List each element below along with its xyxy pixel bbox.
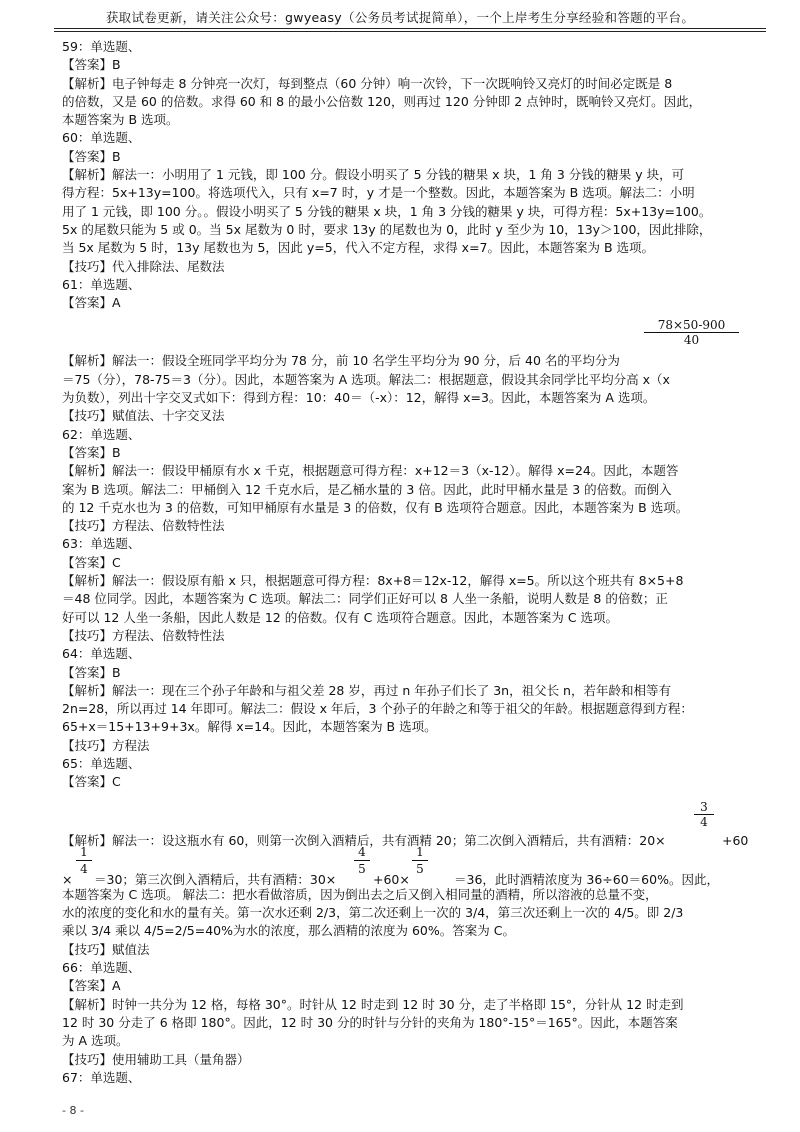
text-line: 63：单选题、: [62, 536, 141, 552]
text-line: 【解析】解法一：小明用了 1 元钱，即 100 分。假设小明买了 5 分钱的糖果 x 块，1 角 3 分钱的糖果 y 块，可: [62, 167, 685, 183]
fraction-denominator: 40: [683, 333, 700, 348]
q65-analysis-start: 【解析】解法一：设这瓶水有 60，则第一次倒入酒精后，共有酒精 20；第二次倒入酒精后，共有酒精：20×: [62, 832, 666, 848]
text-line: 当 5x 尾数为 5 时，13y 尾数也为 5，因此 y=5，代入不定方程，求得 x=7。因此，本题答案为 B 选项。: [62, 240, 655, 256]
text-line: 【技巧】代入排除法、尾数法: [62, 258, 225, 274]
text-line: 【答案】A: [62, 978, 121, 994]
text-line: 案为 B 选项。解法二：甲桶倒入 12 千克水后，是乙桶水量的 3 倍。因此，此时甲桶水量是 3 的倍数。而倒入: [62, 481, 672, 497]
fraction-numerator: 1: [80, 844, 88, 859]
text-line: ＝48 位同学。因此，本题答案为 C 选项。解法二：同学们正好可以 8 人坐一条船，说明人数是 8 的倍数；正: [62, 591, 668, 607]
text-line: 12 时 30 分走了 6 格即 180°。因此，12 时 30 分的时针与分针的夹角为 180°-15°＝165°。因此，本题答案: [62, 1014, 678, 1030]
text-line: 【解析】解法一：假设甲桶原有水 x 千克，根据题意可得方程：x+12＝3（x-12）。解得 x=24。因此，本题答: [62, 463, 679, 479]
text-line: 用了 1 元钱，即 100 分。。假设小明买了 5 分钱的糖果 x 块，1 角 3 分钱的糖果 y 块，可得方程：5x+13y=100。: [62, 203, 712, 219]
text-line: 5x 的尾数只能为 5 或 0。当 5x 尾数为 0 时，要求 13y 的尾数也为 0，此时 y 至少为 10，13y＞100，因此排除，: [62, 221, 712, 237]
q65-step-text-2: +60×: [373, 871, 410, 887]
text-line: 本题答案为 C 选项。 解法二：把水看做溶质，因为倒出去之后又倒入相同量的酒精，所以溶液的总量不变，: [62, 886, 658, 902]
text-line: 【答案】B: [62, 148, 121, 164]
text-line: 65：单选题、: [62, 755, 141, 771]
text-line: 好可以 12 人坐一条船，因此人数是 12 的倍数。仅有 C 选项符合题意。因此，本题答案为 C 选项。: [62, 609, 619, 625]
text-line: 【答案】C: [62, 554, 121, 570]
q65-fraction-row-top: [62, 792, 762, 832]
q61-fraction: [644, 318, 739, 347]
text-line: 【答案】A: [62, 295, 121, 311]
text-line: 【解析】时钟一共分为 12 格，每格 30°。时针从 12 时走到 12 时 30 分，走了半格即 15°，分针从 12 时走到: [62, 996, 684, 1012]
fraction-numerator: 78×50-900: [657, 318, 726, 333]
page-header: 获取试卷更新，请关注公众号：gwyeasy（公务员考试捉简单），一个上岸考生分享经验和答题的平台。: [105, 10, 695, 25]
text-line: 67：单选题、: [62, 1069, 141, 1085]
fraction-denominator: 5: [416, 861, 424, 876]
text-line: 【答案】B: [62, 57, 121, 73]
fraction-numerator: 4: [358, 844, 366, 859]
text-line: 的 12 千克水也为 3 的倍数，可知甲桶原有水量是 3 的倍数，仅有 B 选项符合题意。因此，本题答案为 B 选项。: [62, 499, 689, 515]
fraction-denominator: 4: [80, 861, 88, 876]
header-rule-double: [54, 31, 766, 32]
q65-step-tail: ＝36，此时酒精浓度为 36÷60＝60%。因此，: [454, 871, 719, 887]
answer-block-62-65: [62, 426, 762, 792]
text-line: 【解析】解法一：假设原有船 x 只，根据题意可得方程：8x+8＝12x-12，解得 x=5。所以这个班共有 8×5+8: [62, 573, 684, 589]
q61-fraction-row: [62, 312, 762, 352]
q65-fraction-1-4: [76, 844, 92, 877]
text-line: 本题答案为 B 选项。: [62, 112, 179, 128]
text-line: 64：单选题、: [62, 646, 141, 662]
text-line: 【答案】C: [62, 774, 121, 790]
page-number: - 8 -: [62, 1104, 84, 1117]
fraction-denominator: 4: [700, 814, 708, 829]
text-line: 61：单选题、: [62, 276, 141, 292]
text-line: 60：单选题、: [62, 130, 141, 146]
text-line: 【技巧】方程法、倍数特性法: [62, 518, 225, 534]
q65-times: ×: [62, 871, 73, 887]
document-body: [62, 38, 762, 1087]
fraction-numerator: 1: [416, 844, 424, 859]
header-rule: [54, 28, 766, 29]
text-line: 62：单选题、: [62, 426, 141, 442]
text-line: 【技巧】方程法、倍数特性法: [62, 627, 225, 643]
text-line: 【技巧】方程法: [62, 737, 150, 753]
text-line: 【解析】解法一：假设全班同学平均分为 78 分，前 10 名学生平均分为 90 分，后 40 名的平均分为: [62, 353, 620, 369]
text-line: 乘以 3/4 乘以 4/5=2/5=40%为水的浓度，那么酒精的浓度为 60%。答案为 C。: [62, 923, 515, 939]
q65-fraction-4-5: [354, 844, 370, 877]
text-line: 59：单选题、: [62, 39, 141, 54]
text-line: 【解析】电子钟每走 8 分钟亮一次灯，每到整点（60 分钟）响一次铃，下一次既响铃又亮灯的时间必定既是 8: [62, 75, 673, 91]
text-line: 2n=28，所以再过 14 年即可。解法二：假设 x 年后，3 个孙子的年龄之和等于祖父的年龄。根据题意得到方程：: [62, 701, 693, 717]
text-line: 【答案】B: [62, 664, 121, 680]
q65-analysis-tail: +60: [722, 832, 749, 848]
q65-fraction-1-5: [412, 844, 428, 877]
text-line: 【技巧】赋值法: [62, 941, 150, 957]
answer-block-59-61: [62, 38, 762, 312]
fraction-numerator: 3: [700, 799, 708, 814]
text-line: 【技巧】赋值法、十字交叉法: [62, 408, 225, 424]
text-line: 为负数），列出十字交叉式如下：得到方程：10：40＝（-x）：12，解得 x=3。因此，本题答案为 A 选项。: [62, 390, 656, 406]
text-line: 【解析】解法一：现在三个孙子年龄和与祖父差 28 岁，再过 n 年孙子们长了 3n，祖父长 n，若年龄和相等有: [62, 682, 671, 698]
text-line: 水的浓度的变化和水的量有关。第一次水还剩 2/3，第二次还剩上一次的 3/4，第三次还剩上一次的 4/5。即 2/3: [62, 905, 684, 921]
fraction-denominator: 5: [358, 861, 366, 876]
q65-step-text: ＝30；第三次倒入酒精后，共有酒精：30×: [94, 871, 337, 887]
answer-block-66-67: [62, 959, 762, 1087]
text-line: 66：单选题、: [62, 960, 141, 976]
text-line: ＝75（分），78-75＝3（分）。因此，本题答案为 A 选项。解法二：根据题意，假设其余同学比平均分高 x（x: [62, 371, 670, 387]
text-line: 为 A 选项。: [62, 1033, 129, 1049]
text-line: 65+x＝15+13+9+3x。解得 x=14。因此，本题答案为 B 选项。: [62, 719, 437, 735]
text-line: 【技巧】使用辅助工具（量角器）: [62, 1051, 250, 1067]
text-line: [62, 844, 762, 887]
text-line: 的倍数，又是 60 的倍数。求得 60 和 8 的最小公倍数 120，则再过 120 分钟即 2 点钟时，既响铃又亮灯。因此，: [62, 93, 702, 109]
text-line: 【答案】B: [62, 444, 121, 460]
q65-fraction-3-4: [694, 800, 714, 829]
text-line: 得方程：5x+13y=100。将选项代入，只有 x=7 时，y 才是一个整数。因此，本题答案为 B 选项。解法二：小明: [62, 185, 695, 201]
